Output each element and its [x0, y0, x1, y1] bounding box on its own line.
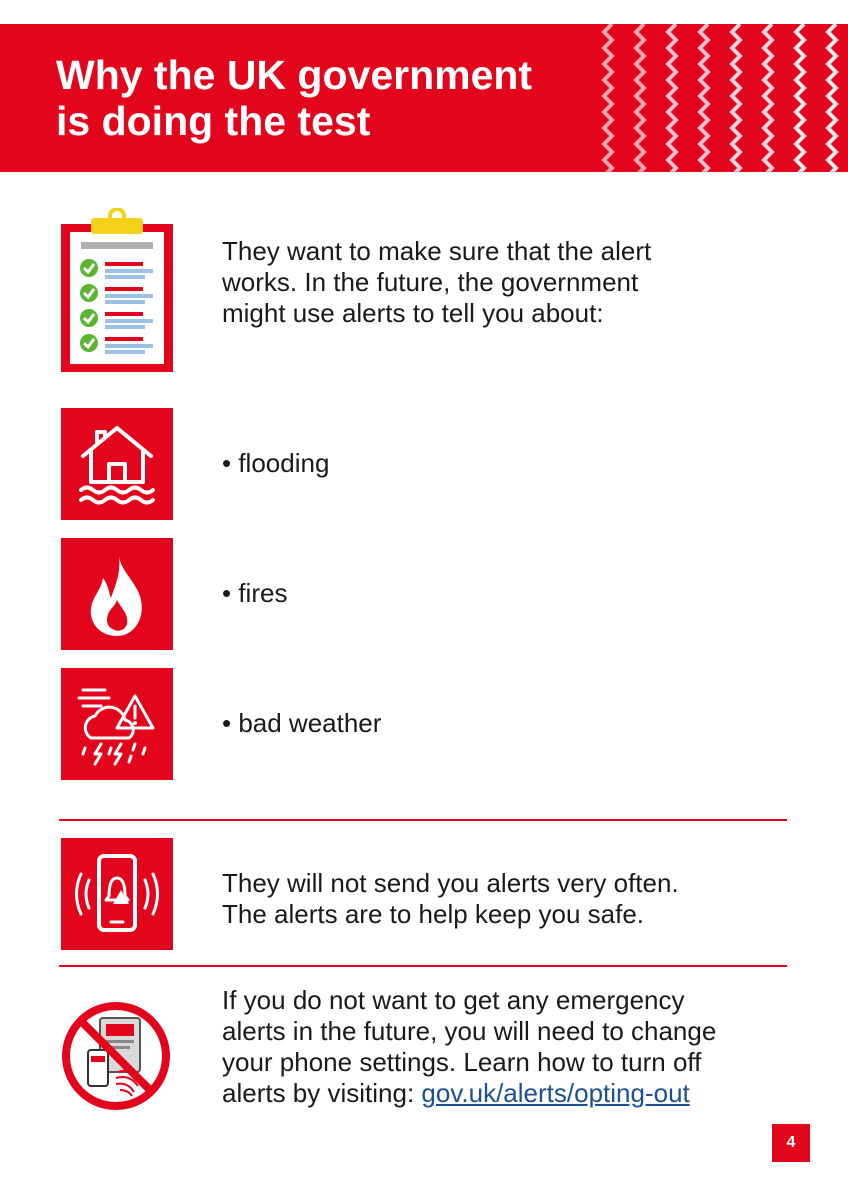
intro-line3: might use alerts to tell you about:	[222, 298, 604, 328]
frequency-line2: The alerts are to help keep you safe.	[222, 899, 645, 929]
no-alerts-icon	[60, 1000, 172, 1112]
page-number: 4	[772, 1124, 810, 1162]
bullet-flooding: • flooding	[222, 448, 330, 478]
divider	[59, 819, 787, 821]
divider	[59, 965, 787, 967]
frequency-line1: They will not send you alerts very often.	[222, 868, 679, 898]
zigzag-pattern-icon	[600, 24, 848, 172]
house-flood-icon	[61, 408, 173, 520]
opt-out-line4	[222, 1078, 716, 1109]
opt-out-prefix: alerts by visiting:	[222, 1078, 422, 1108]
opt-out-line3: your phone settings. Learn how to turn off	[222, 1047, 702, 1077]
storm-warning-icon	[61, 668, 173, 780]
clipboard-checklist-icon	[61, 208, 173, 376]
header-banner	[0, 24, 848, 172]
bullet-fires: • fires	[222, 578, 288, 608]
intro-text	[222, 236, 651, 329]
page-title-line1: Why the UK government	[56, 52, 533, 98]
bullet-bad-weather: • bad weather	[222, 708, 382, 738]
opt-out-line1: If you do not want to get any emergency	[222, 985, 685, 1015]
phone-alert-icon	[61, 838, 173, 950]
flame-icon	[61, 538, 173, 650]
opt-out-line2: alerts in the future, you will need to change	[222, 1016, 717, 1046]
frequency-text	[222, 868, 679, 930]
intro-line1: They want to make sure that the alert	[222, 236, 652, 266]
intro-line2: works. In the future, the government	[222, 267, 639, 297]
opting-out-link[interactable]: gov.uk/alerts/opting-out	[421, 1078, 690, 1108]
page-title-line2: is doing the test	[56, 98, 371, 144]
page-title	[56, 52, 532, 144]
opt-out-text	[222, 985, 716, 1109]
